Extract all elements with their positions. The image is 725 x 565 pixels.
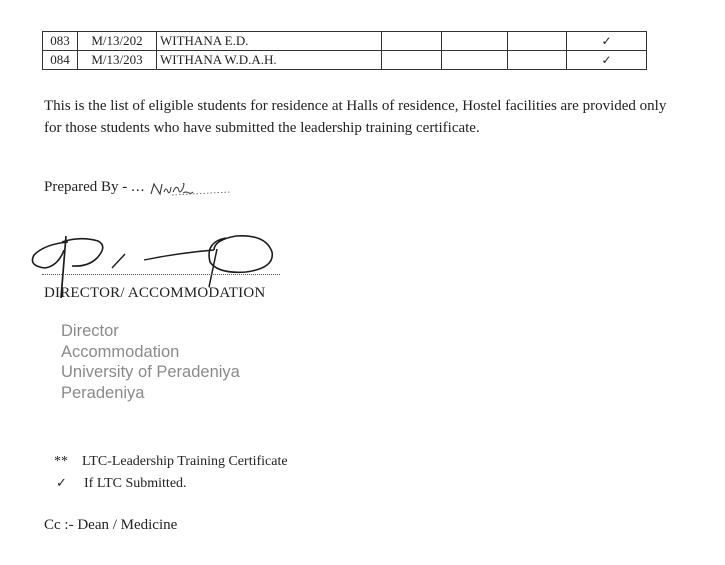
stamp-line: Director bbox=[61, 322, 119, 340]
asterisk-mark: ** bbox=[54, 454, 68, 469]
stamp-line: Accommodation bbox=[61, 342, 180, 361]
eligibility-paragraph: This is the list of eligible students for residence at Halls of residence, Hostel facilities are provided only for those students who have submitted the leadership training certificate. bbox=[44, 98, 667, 136]
ltc-tick: ✓ bbox=[567, 32, 647, 51]
ltc-note-text: LTC-Leadership Training Certificate bbox=[82, 454, 288, 469]
ltc-note bbox=[54, 454, 288, 470]
tick-note-text: If LTC Submitted. bbox=[84, 476, 187, 491]
registration-number: M/13/203 bbox=[78, 51, 157, 70]
cc-line: Cc :- Dean / Medicine bbox=[44, 517, 178, 533]
stamp-line: University of Peradeniya bbox=[61, 363, 240, 381]
registration-number: M/13/202 bbox=[78, 32, 157, 51]
signature-dotted-line bbox=[42, 274, 280, 275]
student-name: WITHANA E.D. bbox=[157, 32, 382, 51]
checkmark-icon: ✓ bbox=[56, 476, 67, 491]
ltc-tick: ✓ bbox=[567, 51, 647, 70]
row-number: 084 bbox=[43, 51, 78, 70]
student-name: WITHANA W.D.A.H. bbox=[157, 51, 382, 70]
row-number: 083 bbox=[43, 32, 78, 51]
stamp-line: Peradeniya bbox=[61, 383, 145, 402]
prepared-by-label: Prepared By - bbox=[44, 179, 132, 195]
tick-note bbox=[56, 476, 187, 492]
official-stamp bbox=[61, 321, 240, 403]
prepared-by-dots: ... bbox=[131, 179, 146, 195]
director-title: DIRECTOR/ ACCOMMODATION bbox=[44, 285, 266, 301]
